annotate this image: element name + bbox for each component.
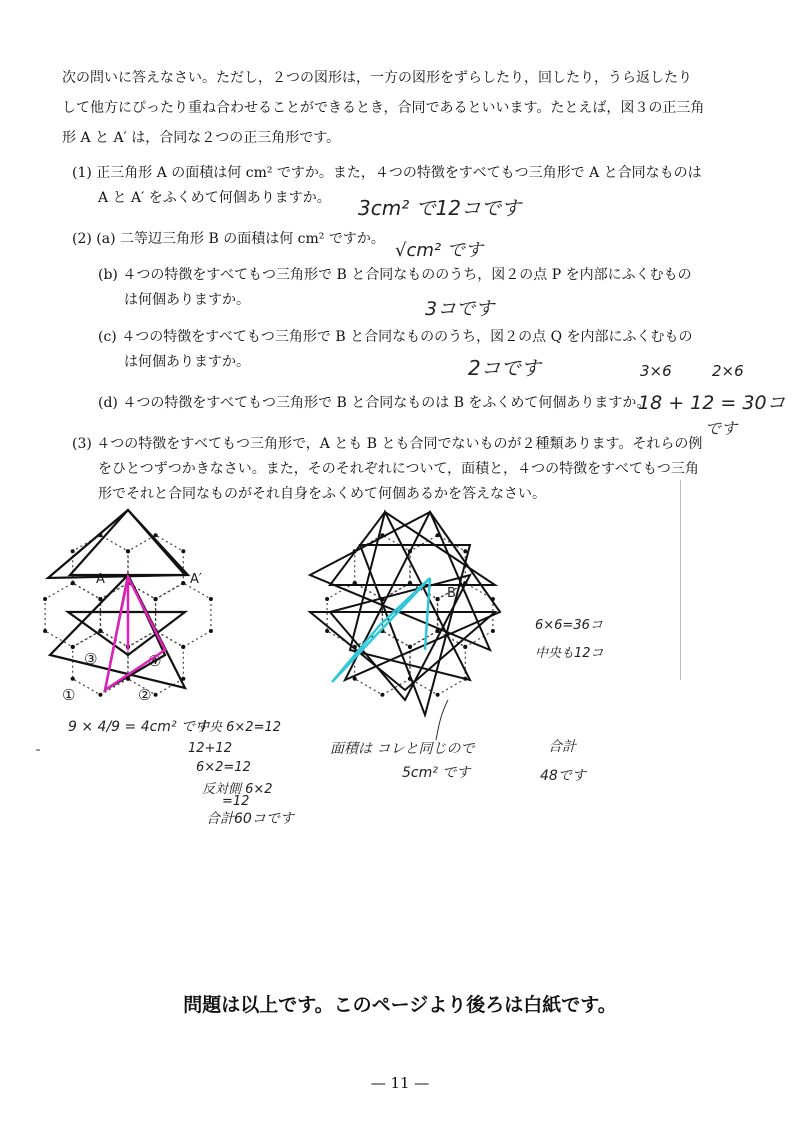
grid-dot — [408, 549, 412, 553]
grid-dot — [381, 629, 385, 633]
circle-number-3: ③ — [84, 650, 98, 668]
grid-dot — [126, 581, 130, 585]
grid-dot — [491, 629, 495, 633]
grid-dot — [181, 645, 185, 649]
intro-line-3: 形 A と A′ は，合同な２つの正三角形です。 — [62, 130, 341, 146]
grid-dot — [126, 549, 130, 553]
grid-dot — [436, 629, 440, 633]
figure1-note-middle: 中央 6×2=12 — [196, 720, 282, 735]
grid-hexagon — [100, 583, 155, 647]
grid-dot — [408, 549, 412, 553]
triangle — [70, 510, 188, 575]
grid-dot — [353, 581, 357, 585]
grid-dot — [436, 597, 440, 601]
grid-dot — [71, 677, 75, 681]
grid-dot — [436, 693, 440, 697]
arrow-scribble — [436, 700, 448, 740]
grid-dot — [353, 645, 357, 649]
grid-hexagon — [327, 583, 382, 647]
grid-dot — [126, 677, 130, 681]
figure1-note-4: 反対側 6×2 — [202, 782, 273, 797]
handwritten-answer-1: 3cm² で12コです — [358, 196, 522, 220]
grid-hexagon — [437, 583, 492, 647]
question-2c-line-1: (c) ４つの特徴をすべてもつ三角形で B と合同なもののうち，図２の点 Q を内部にふくむもの — [98, 329, 693, 345]
grid-dot — [154, 533, 158, 537]
grid-dot — [353, 677, 357, 681]
grid-dot — [126, 581, 130, 585]
grid-hexagon — [73, 631, 128, 695]
question-2c-line-2: は何個ありますか。 — [124, 354, 250, 370]
intro-line-1: 次の問いに答えなさい。ただし，２つの図形は，一方の図形をずらしたり，回したり，うら返したり — [62, 70, 692, 86]
grid-dot — [154, 597, 158, 601]
question-3-line-3: 形でそれと合同なものがそれ自身をふくめて何個あるかを答えなさい。 — [98, 486, 546, 502]
question-2d: (d) ４つの特徴をすべてもつ三角形で B と合同なものは B をふくめて何個ありますか。 — [98, 395, 651, 411]
grid-dot — [408, 581, 412, 585]
figure1-total: 合計60コです — [206, 811, 294, 827]
triangle — [310, 512, 490, 650]
question-2b-line-2: は何個ありますか。 — [124, 292, 250, 308]
circle-number-2: ② — [138, 686, 152, 704]
highlight-triangle — [105, 577, 165, 690]
grid-dot — [408, 645, 412, 649]
grid-dot — [436, 597, 440, 601]
grid-dot — [98, 533, 102, 537]
grid-dot — [463, 581, 467, 585]
grid-dot — [154, 629, 158, 633]
figure2-area-note-2: 5cm² です — [402, 765, 471, 781]
handwritten-answer-2b: 3コです — [425, 298, 495, 320]
question-2a: (2) (a) 二等辺三角形 B の面積は何 cm² ですか。 — [72, 231, 385, 247]
grid-dot — [353, 645, 357, 649]
highlight-triangle — [332, 578, 430, 682]
page-number: — 11 — — [370, 1074, 430, 1092]
grid-dot — [181, 677, 185, 681]
grid-dot — [99, 597, 103, 601]
grid-dot — [98, 597, 102, 601]
grid-dot — [463, 645, 467, 649]
handwritten-answer-2d: 18 + 12 = 30コ — [638, 392, 786, 414]
question-3-line-2: をひとつずつかきなさい。また，そのそれぞれについて，面積と，４つの特徴をすべてもつ三角 — [98, 461, 699, 477]
grid-dot — [408, 677, 412, 681]
grid-hexagon — [410, 631, 465, 695]
grid-dot — [353, 549, 357, 553]
grid-dot — [153, 597, 157, 601]
grid-dot — [126, 645, 130, 649]
grid-hexagon — [382, 583, 437, 647]
grid-dot — [181, 581, 185, 585]
grid-dot — [436, 533, 440, 537]
grid-dot — [153, 629, 157, 633]
question-3-line-1: (3) ４つの特徴をすべてもつ三角形で，A とも B とも合同でないものが２種類あります。それらの例 — [72, 436, 703, 452]
grid-dot — [98, 597, 102, 601]
intro-line-2: して他方にぴったり重ね合わせることができるとき，合同であるといいます。たとえば，図３の正三角 — [62, 100, 705, 116]
grid-dot — [436, 629, 440, 633]
handwritten-answer-2a: √cm² です — [395, 240, 483, 261]
grid-dot — [126, 645, 130, 649]
grid-dot — [98, 629, 102, 633]
figure2-area-note-1: 面積は コレと同じので — [330, 741, 475, 757]
triangle — [105, 575, 165, 690]
grid-dot — [154, 693, 158, 697]
grid-hexagon — [355, 535, 410, 599]
grid-dot — [43, 629, 47, 633]
grid-dot — [71, 645, 75, 649]
grid-dot — [126, 677, 130, 681]
grid-dot — [181, 549, 185, 553]
grid-dot — [181, 645, 185, 649]
grid-dot — [408, 581, 412, 585]
grid-hexagon — [128, 535, 183, 599]
grid-dot — [380, 597, 384, 601]
grid-hexagon — [410, 535, 465, 599]
grid-dot — [380, 629, 384, 633]
grid-dot — [380, 597, 384, 601]
triangle — [360, 545, 470, 715]
question-1-line-2: A と A′ をふくめて何個ありますか。 — [98, 190, 331, 206]
grid-dot — [126, 549, 130, 553]
figure-1 — [43, 510, 213, 697]
grid-dot — [71, 581, 75, 585]
question-2b-line-1: (b) ４つの特徴をすべてもつ三角形で B と合同なもののうち，図２の点 P を内部にふくむもの — [98, 267, 692, 283]
grid-hexagon — [355, 631, 410, 695]
grid-dot — [71, 549, 75, 553]
figure1-area-note: 9 × 4/9 = 4cm² です — [68, 719, 210, 735]
grid-hexagon — [155, 583, 210, 647]
triangle — [48, 510, 185, 578]
figure2-total-2: 48です — [540, 768, 586, 784]
triangle — [330, 512, 495, 585]
grid-dot — [463, 677, 467, 681]
figure2-calc-1: 6×6=36コ — [535, 618, 603, 633]
grid-dot — [463, 581, 467, 585]
figure-2 — [310, 512, 500, 715]
grid-dot — [463, 645, 467, 649]
grid-dot — [98, 629, 102, 633]
grid-dot — [325, 597, 329, 601]
grid-dot — [408, 677, 412, 681]
grid-dot — [408, 581, 412, 585]
end-of-questions-note: 問題は以上です。このページより後ろは白紙です。 — [183, 994, 617, 1016]
figure-label-B: B — [447, 586, 456, 601]
handwritten-answer-2d-desu: です — [705, 419, 738, 438]
grid-dot — [408, 645, 412, 649]
grid-dot — [408, 645, 412, 649]
grid-dot — [380, 693, 384, 697]
grid-dot — [209, 597, 213, 601]
grid-dot — [43, 597, 47, 601]
figure1-note-5: =12 — [222, 794, 250, 809]
figure-label-A-prime: A′ — [190, 572, 202, 587]
grid-dot — [209, 629, 213, 633]
grid-hexagon — [73, 535, 128, 599]
grid-dot — [71, 645, 75, 649]
handwritten-calc-2x6: 2×6 — [712, 362, 744, 380]
highlight-line — [425, 578, 430, 650]
margin-line — [680, 480, 681, 680]
grid-dot — [71, 581, 75, 585]
grid-dot — [381, 597, 385, 601]
grid-dot — [126, 581, 130, 585]
figure-label-A: A — [96, 572, 105, 587]
grid-hexagon — [45, 583, 100, 647]
grid-dot — [380, 533, 384, 537]
figure1-note-3: 6×2=12 — [196, 760, 251, 775]
triangle — [310, 612, 495, 690]
triangle — [345, 512, 500, 680]
grid-dot — [154, 597, 158, 601]
circle-number-4: ④ — [148, 652, 162, 670]
triangle — [50, 575, 185, 688]
grid-dot — [98, 693, 102, 697]
figure1-note-2: 12+12 — [188, 741, 232, 756]
grid-dot — [325, 629, 329, 633]
grid-dot — [126, 645, 130, 649]
grid-dot — [463, 549, 467, 553]
grid-dot — [380, 629, 384, 633]
grid-dot — [99, 629, 103, 633]
grid-dot — [181, 581, 185, 585]
handwritten-calc-3x6: 3×6 — [640, 362, 672, 380]
grid-dot — [491, 597, 495, 601]
question-1-line-1: (1) 正三角形 A の面積は何 cm² ですか。また，４つの特徴をすべてもつ三角形で A と合同なものは — [72, 165, 702, 181]
figure2-calc-2: 中央も12コ — [535, 646, 604, 661]
circle-number-1: ① — [62, 686, 76, 704]
grid-dot — [435, 597, 439, 601]
triangle — [68, 612, 185, 655]
grid-dot — [435, 629, 439, 633]
figure2-total-1: 合計 — [548, 739, 576, 755]
grid-dot — [154, 629, 158, 633]
grid-dot — [353, 581, 357, 585]
handwritten-answer-2c: 2コです — [468, 356, 541, 380]
